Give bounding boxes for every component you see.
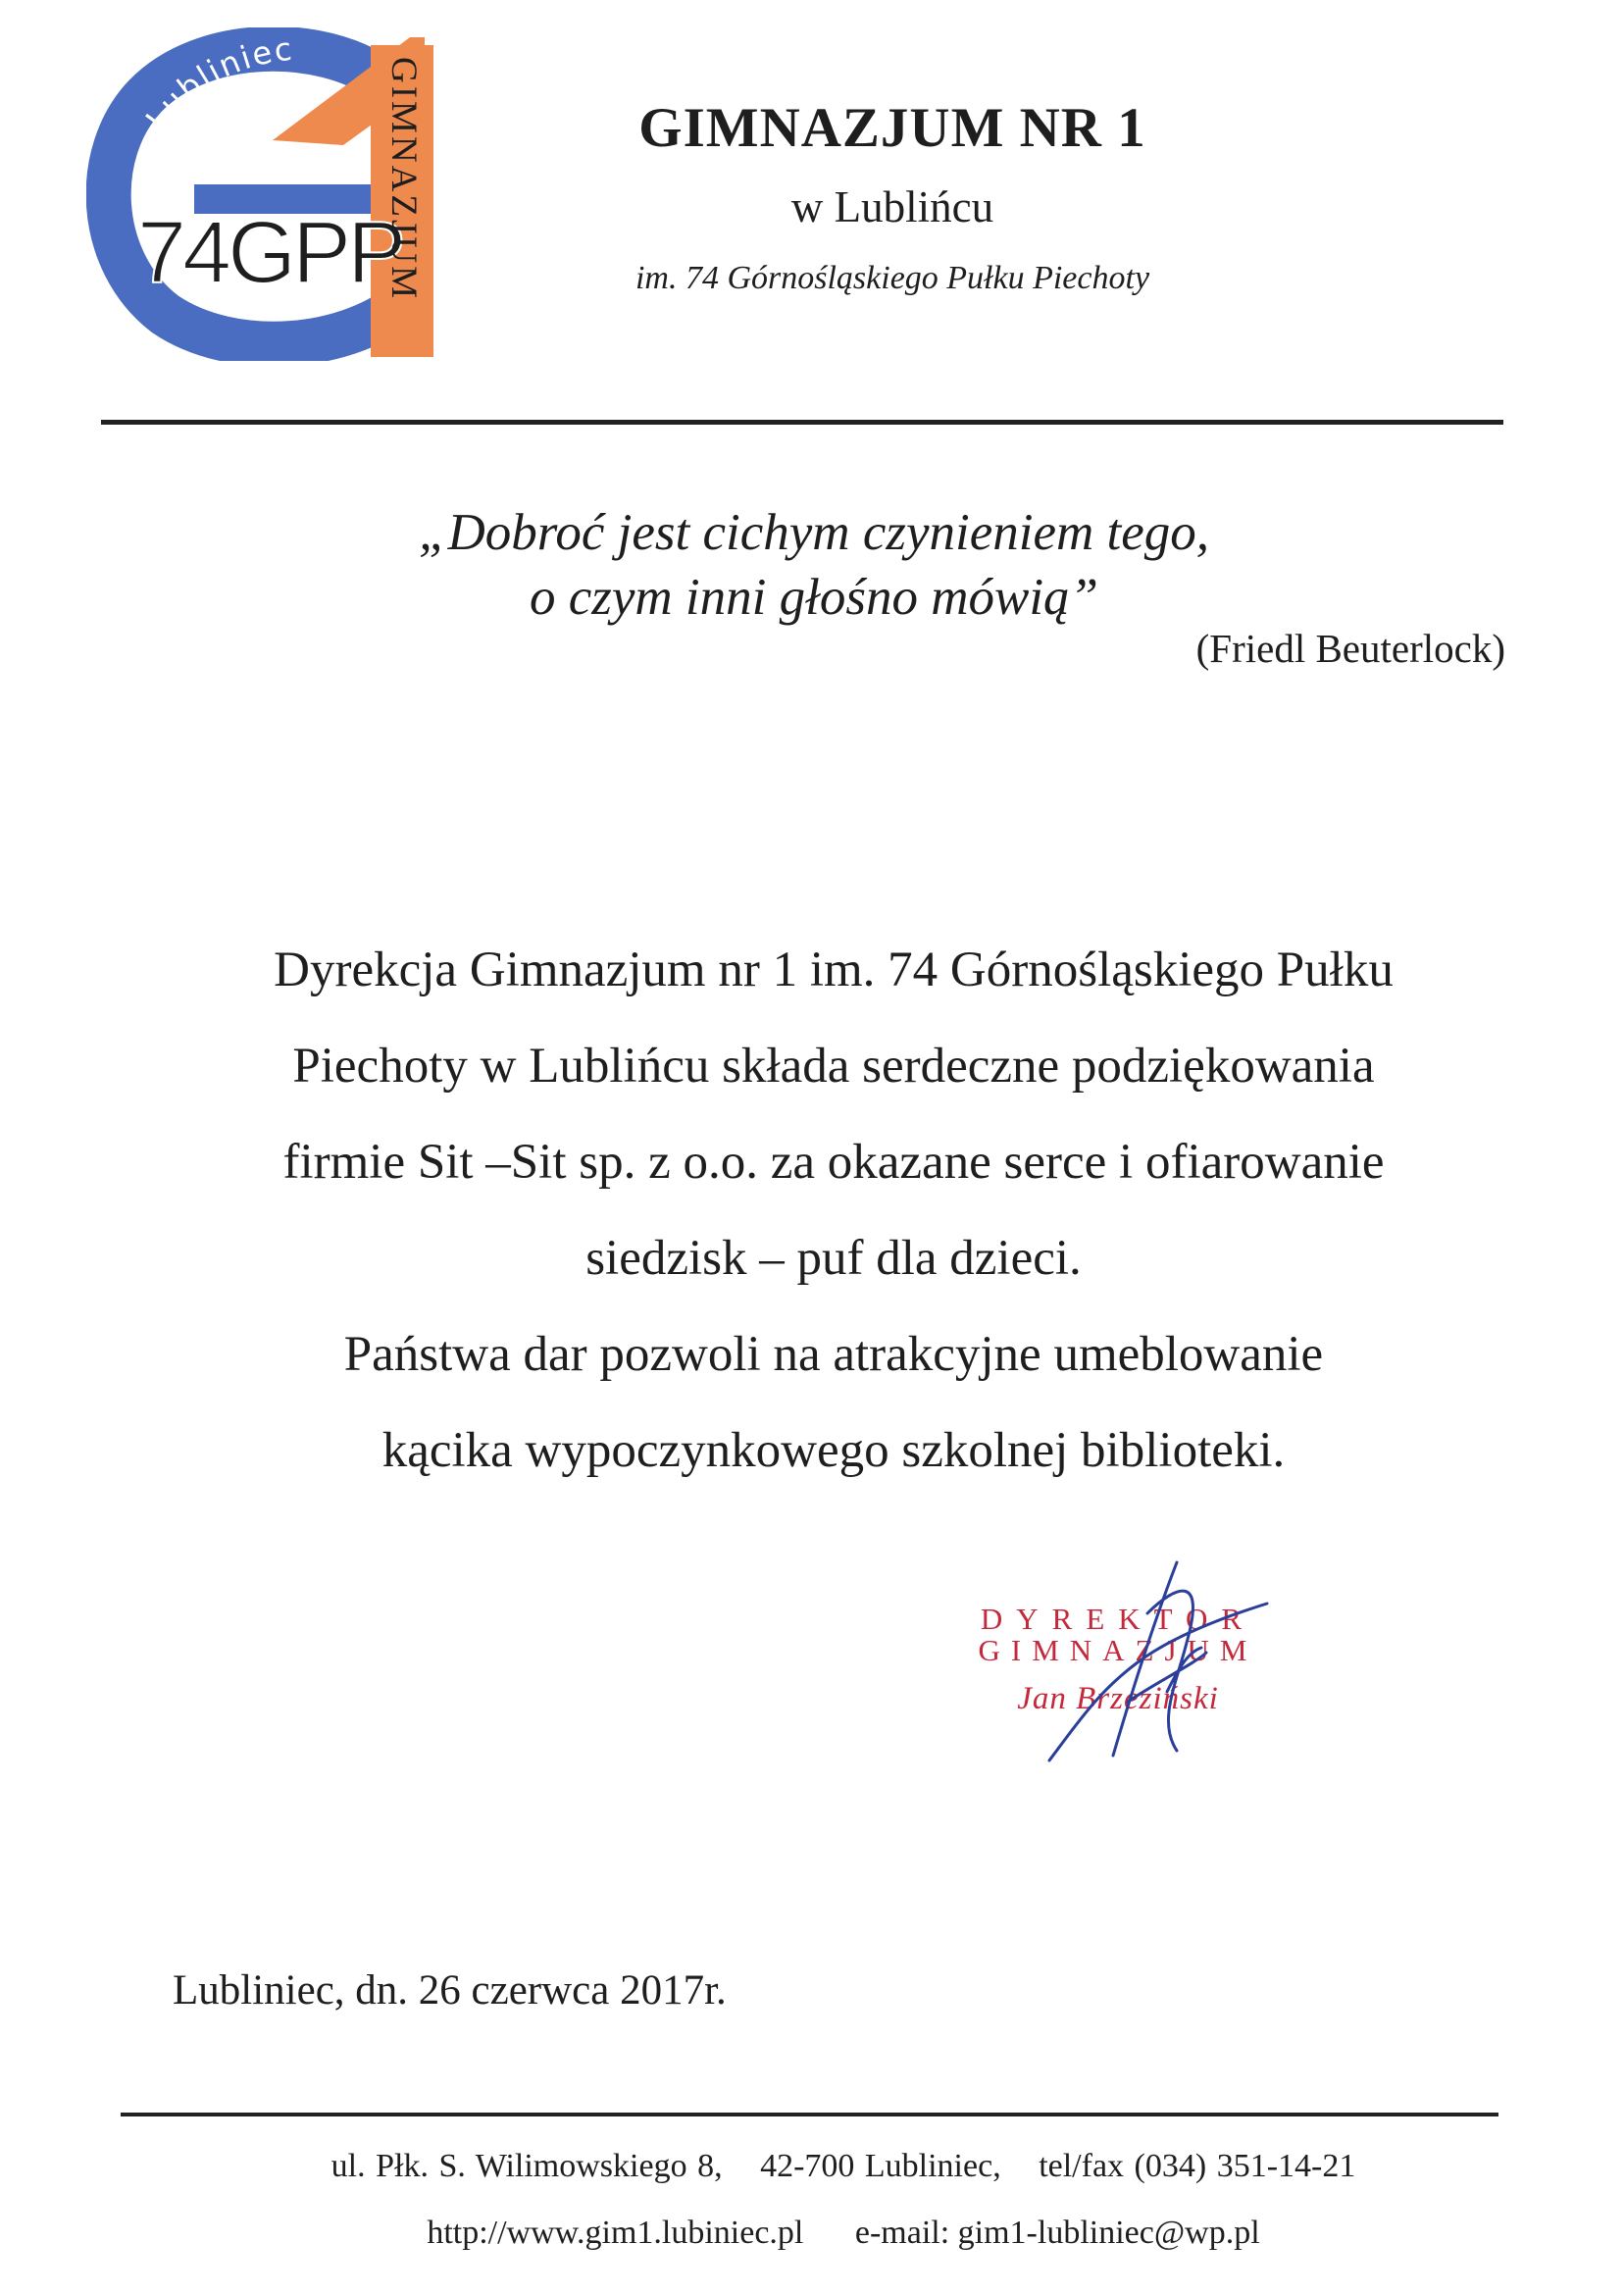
stamp-name: Jan Brzeziński — [1017, 1681, 1219, 1716]
svg-text:Lubliniec: Lubliniec — [137, 29, 296, 137]
footer-postal: 42-700 Lubliniec, — [760, 2148, 1001, 2184]
school-logo-graphic — [86, 27, 461, 361]
footer-website: http://www.gim1.lubiniec.pl — [427, 2215, 804, 2251]
footer-street: ul. Płk. S. Wilimowskiego 8, — [330, 2148, 723, 2184]
date-line: Lubliniec, dn. 26 czerwca 2017r. — [173, 1967, 727, 2014]
footer-divider — [121, 2113, 1498, 2116]
quote-line: „Dobroć jest cichym czynieniem tego, — [418, 504, 1210, 561]
body-line: siedzisk – puf dla dzieci. — [585, 1231, 1082, 1286]
header-divider — [101, 420, 1503, 425]
svg-text:74GPP: 74GPP — [137, 204, 403, 302]
footer-address — [245, 2148, 1442, 2185]
stamp-school: GIMNAZJUM — [978, 1633, 1258, 1667]
handwritten-signature — [1010, 1555, 1280, 1770]
footer-phone: tel/fax (034) 351-14-21 — [1039, 2148, 1356, 2184]
school-logo — [86, 27, 461, 361]
quote-author: (Friedl Beuterlock) — [1195, 626, 1505, 671]
body-line: Państwa dar pozwoli na atrakcyjne umeblowanie — [343, 1327, 1324, 1382]
footer-email: e-mail: gim1-lubliniec@wp.pl — [854, 2215, 1260, 2251]
body-line: Dyrekcja Gimnazjum nr 1 im. 74 Górnośląskiego Pułku — [274, 943, 1394, 997]
footer-contact — [245, 2215, 1442, 2252]
quote — [324, 500, 1304, 630]
letter-body — [167, 922, 1500, 1499]
school-patron: im. 74 Górnośląskiego Pułku Piechoty — [634, 260, 1150, 296]
school-city: w Lublińcu — [790, 182, 994, 231]
body-line: Piechoty w Lublińcu składa serdeczne podziękowania — [292, 1039, 1375, 1094]
svg-text:GIMNAZJUM: GIMNAZJUM — [383, 57, 424, 301]
body-line: kącika wypoczynkowego szkolnej biblioteki. — [381, 1423, 1286, 1478]
stamp-title: DYREKTOR — [980, 1602, 1256, 1636]
quote-line: o czym inni głośno mówią” — [529, 569, 1099, 626]
body-line: firmie Sit –Sit sp. z o.o. za okazane serce i ofiarowanie — [282, 1135, 1385, 1190]
school-title: GIMNAZJUM NR 1 — [638, 97, 1146, 159]
